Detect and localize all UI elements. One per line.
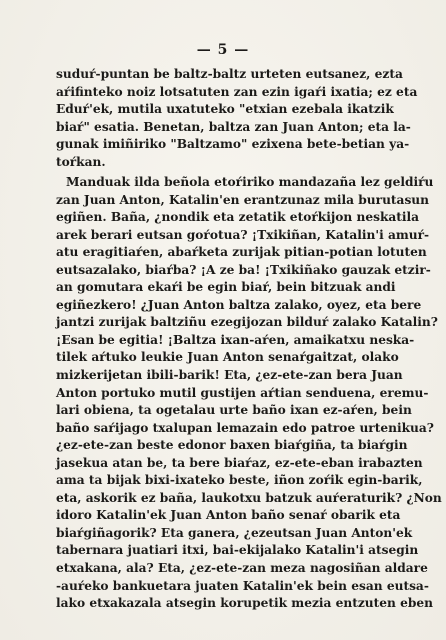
text-line: -auŕeko bankuetara juaten Katalin'ek bein esan eutsa- bbox=[56, 578, 429, 593]
page-number: — 5 — bbox=[196, 42, 250, 58]
text-line: jasekua atan be, ta bere biaŕaz, ez-ete-eban irabazten bbox=[56, 455, 423, 470]
text-line: eutsazalako, biaŕba? ¡A ze ba! ¡Txikiñako gauzak etzir- bbox=[56, 262, 431, 277]
text-line: mizkerijetan ibili-barik! Eta, ¿ez-ete-zan bera Juan bbox=[56, 368, 403, 383]
text-line: an gomutara ekaŕi be egin biaŕ, bein bitzuak andi bbox=[56, 280, 396, 295]
text-line: jantzi zurijak baltziñu ezegijozan bilduŕ zalako Katalin? bbox=[56, 315, 438, 330]
text-line: aŕifinteko noiz lotsatuten zan ezin igaŕi ixatia; ez eta bbox=[56, 84, 418, 99]
text-line: toŕkan. bbox=[56, 154, 106, 169]
text-line: ama ta bijak bixi-ixateko beste, iñon zoŕik egin-barik, bbox=[56, 473, 423, 488]
text-line: ¿ez-ete-zan beste edonor baxen biaŕgiña, ta biaŕgin bbox=[56, 438, 408, 453]
text-line: Manduak ilda beñola etoŕiriko mandazaña lez geldiŕu bbox=[66, 175, 434, 189]
paragraph-2 bbox=[56, 174, 442, 613]
text-line: suduŕ-puntan be baltz-baltz urteten eutsanez, ezta bbox=[56, 67, 403, 81]
paragraph-1 bbox=[56, 66, 418, 171]
text-line: Anton portuko mutil gustijen aŕtian senduena, eremu- bbox=[56, 385, 429, 400]
text-line: tilek aŕtuko leukie Juan Anton senaŕgaitzat, olako bbox=[56, 350, 399, 365]
text-line: atu eragitiaŕen, abaŕketa zurijak pitian-potian lotuten bbox=[56, 245, 427, 260]
text-line: biaŕ" esatia. Benetan, baltza zan Juan Anton; eta la- bbox=[56, 119, 411, 134]
text-line: etxakana, ala? Eta, ¿ez-ete-zan meza nagosiñan aldare bbox=[56, 561, 428, 576]
text-line: lari obiena, ta ogetalau urte baño ixan ez-aŕen, bein bbox=[56, 403, 412, 418]
text-line: egiñezkero! ¿Juan Anton baltza zalako, oyez, eta bere bbox=[56, 297, 422, 312]
text-line: egiñen. Baña, ¿nondik eta zetatik etoŕkijon neskatila bbox=[56, 210, 420, 225]
text-line: ¡Esan be egitia! ¡Baltza ixan-aŕen, amaikatxu neska- bbox=[56, 332, 415, 347]
text-line: baño saŕijago txalupan lemazain edo patroe urtenikua? bbox=[56, 420, 434, 435]
text-line: biaŕgiñagorik? Eta ganera, ¿ezeutsan Juan Anton'ek bbox=[56, 525, 413, 540]
text-line: arek berari eutsan goŕotua? ¡Txikiñan, Katalin'i amuŕ- bbox=[56, 227, 430, 242]
text-line: eta, askorik ez baña, laukotxu batzuk auŕeraturik? ¿Non bbox=[56, 490, 442, 505]
text-line: idoro Katalin'ek Juan Anton baño senaŕ obarik eta bbox=[56, 508, 401, 523]
text-line: tabernara juatiari itxi, bai-ekijalako Katalin'i atsegin bbox=[56, 543, 419, 558]
text-line: zan Juan Anton, Katalin'en erantzunaz mila burutasun bbox=[56, 192, 430, 207]
text-line: Eduŕ'ek, mutila uxatuteko "etxian ezebala ikatzik bbox=[56, 102, 394, 117]
text-line: lako etxakazala atsegin korupetik mezia entzuten eben bbox=[56, 596, 434, 611]
text-line: gunak imiñiriko "Baltzamo" ezixena bete-betian ya- bbox=[56, 137, 410, 152]
